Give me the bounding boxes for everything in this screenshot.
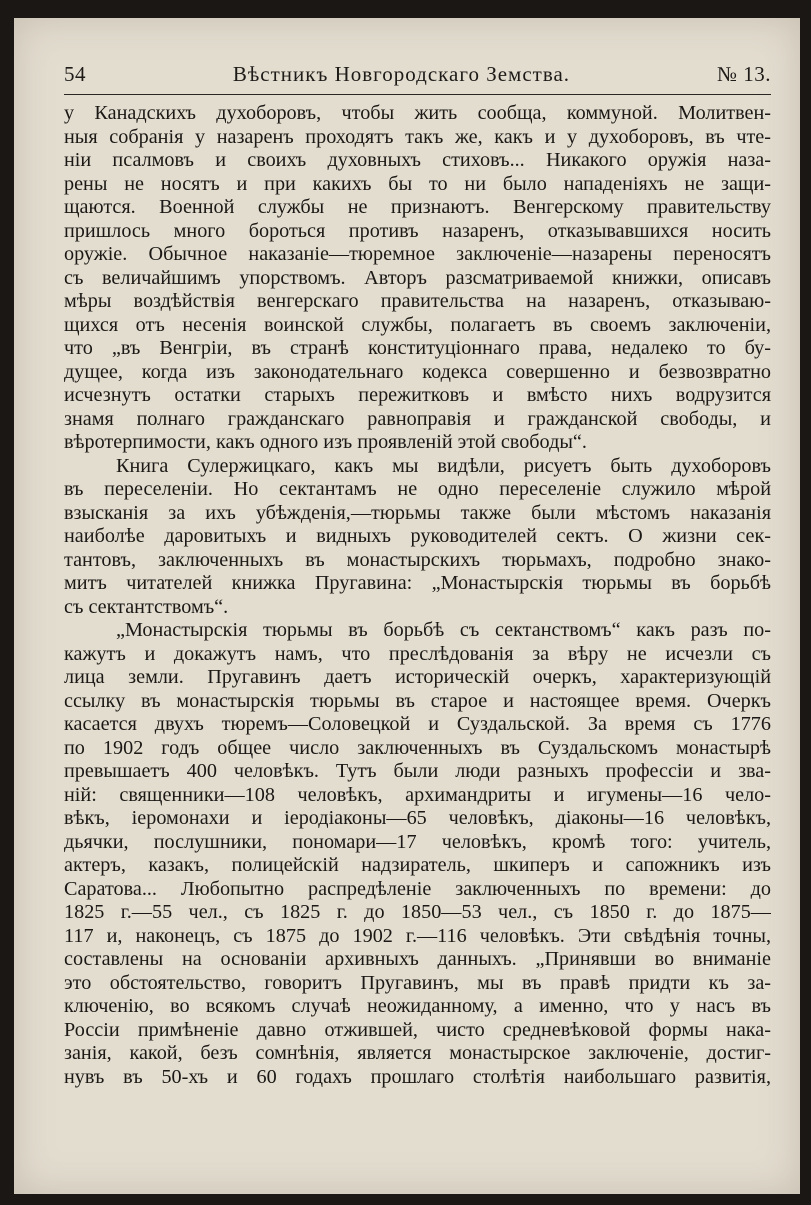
text-line: знамя полнаго гражданскаго равноправія и гражданской свободы, и xyxy=(64,407,771,430)
text-line: дьячки, послушники, пономари—17 человѣкъ, кромѣ того: учитель, xyxy=(64,830,771,853)
text-line: Книга Сулержицкаго, какъ мы видѣли, рисуетъ быть духоборовъ xyxy=(116,454,771,477)
text-line: взысканія за ихъ убѣжденія,—тюрьмы также были мѣстомъ наказанія xyxy=(64,501,771,524)
text-line: наиболѣе даровитыхъ и видныхъ руководителей сектъ. О жизни сек- xyxy=(64,525,771,547)
text-line: „Монастырскія тюрьмы въ борьбѣ съ сектанствомъ“ какъ разъ по- xyxy=(116,619,771,641)
text-line: ключенію, во всякомъ случаѣ неожиданному, а именно, что у насъ въ xyxy=(64,995,771,1017)
text-line: составлены на основаніи архивныхъ данныхъ. „Принявши во вниманіе xyxy=(64,948,771,970)
text-line: пришлось много бороться противъ назаренъ, отказывавшихся носить xyxy=(64,219,771,242)
text-line: рены не носятъ и при какихъ бы то ни было нападеніяхъ не защи- xyxy=(64,172,771,195)
text-line: исчезнутъ остатки старыхъ пережитковъ и вмѣсто нихъ водрузится xyxy=(64,384,771,406)
text-line: съ величайшимъ упорствомъ. Авторъ разсматриваемой книжки, описавъ xyxy=(64,266,771,289)
page-number: 54 xyxy=(64,62,86,86)
text-line: Россіи примѣненіе давно отжившей, чисто средневѣковой формы нака- xyxy=(64,1018,771,1041)
text-line: щихся отъ несенія воинской службы, полагаетъ въ своемъ заключеніи, xyxy=(64,313,771,336)
text-line: ссылку въ монастырскія тюрьмы въ старое и настоящее время. Очеркъ xyxy=(64,689,771,712)
header-rule xyxy=(64,94,771,95)
text-line: что „въ Венгріи, въ странѣ конституціоннаго права, недалеко то бу- xyxy=(64,337,771,359)
text-line: Саратова... Любопытно распредѣленіе заключенныхъ по времени: до xyxy=(64,877,771,900)
text-line: касается двухъ тюремъ—Соловецкой и Суздальской. За время съ 1776 xyxy=(64,713,771,735)
text-line: нувъ въ 50-хъ и 60 годахъ прошлаго столѣтія наибольшаго развитія, xyxy=(64,1065,771,1088)
text-line: занія, какой, безъ сомнѣнія, является монастырское заключеніе, достиг- xyxy=(64,1042,771,1064)
text-line: превышаетъ 400 человѣкъ. Тутъ были люди разныхъ профессіи и зва- xyxy=(64,760,771,782)
issue-number: № 13. xyxy=(716,62,771,86)
journal-title: Вѣстникъ Новгородскаго Земства. xyxy=(232,62,571,86)
text-line: щаются. Военной службы не признаютъ. Венгерскому правительству xyxy=(64,196,771,218)
text-line: ній: священники—108 человѣкъ, архимандриты и игумены—16 чело- xyxy=(64,783,771,806)
text-line: лица земли. Пругавинъ даетъ историческій очеркъ, характеризующій xyxy=(64,666,771,688)
text-line: дущее, когда изъ законодательнаго кодекса совершенно и безвозвратно xyxy=(64,360,771,383)
text-line: 1825 г.—55 чел., съ 1825 г. до 1850—53 чел., съ 1850 г. до 1875— xyxy=(64,901,771,923)
text-line: тантовъ, заключенныхъ въ монастырскихъ тюрьмахъ, подробно знако- xyxy=(64,548,771,571)
book-page xyxy=(14,18,800,1194)
text-line: въ переселеніи. Но сектантамъ не одно переселеніе служило мѣрой xyxy=(64,478,771,500)
text-line: ніи псалмовъ и своихъ духовныхъ стиховъ... Никакого оружія наза- xyxy=(64,149,771,171)
text-line: вѣротерпимости, какъ одного изъ проявленій этой свободы“. xyxy=(64,431,587,453)
text-line: у Канадскихъ духоборовъ, чтобы жить сообща, коммуной. Молитвен- xyxy=(64,102,771,124)
running-header xyxy=(64,62,771,87)
text-line: ныя собранія у назаренъ проходятъ такъ же, какъ и у духоборовъ, въ чте- xyxy=(64,125,771,148)
text-line: митъ читателей книжка Пругавина: „Монастырскія тюрьмы въ борьбѣ xyxy=(64,572,771,594)
text-line: это обстоятельство, говоритъ Пругавинъ, мы въ правѣ придти къ за- xyxy=(64,971,771,994)
text-line: оружіе. Обычное наказаніе—тюремное заключеніе—назарены переносятъ xyxy=(64,243,771,265)
text-line: кажутъ и докажутъ намъ, что преслѣдованія за вѣру не исчезли съ xyxy=(64,642,771,665)
article-text xyxy=(64,102,771,1089)
text-line: актеръ, казакъ, полицейскій надзиратель, шкиперъ и сапожникъ изъ xyxy=(64,854,771,876)
text-line: по 1902 годъ общее число заключенныхъ въ Суздальскомъ монастырѣ xyxy=(64,736,771,759)
text-line: 117 и, наконецъ, съ 1875 до 1902 г.—116 человѣкъ. Эти свѣдѣнія точны, xyxy=(64,924,771,947)
text-line: съ сектантствомъ“. xyxy=(64,595,229,618)
text-line: мѣры воздѣйствія венгерскаго правительства на назаренъ, отказываю- xyxy=(64,290,771,312)
text-line: вѣкъ, іеромонахи и іеродіаконы—65 человѣкъ, діаконы—16 человѣкъ, xyxy=(64,807,771,829)
